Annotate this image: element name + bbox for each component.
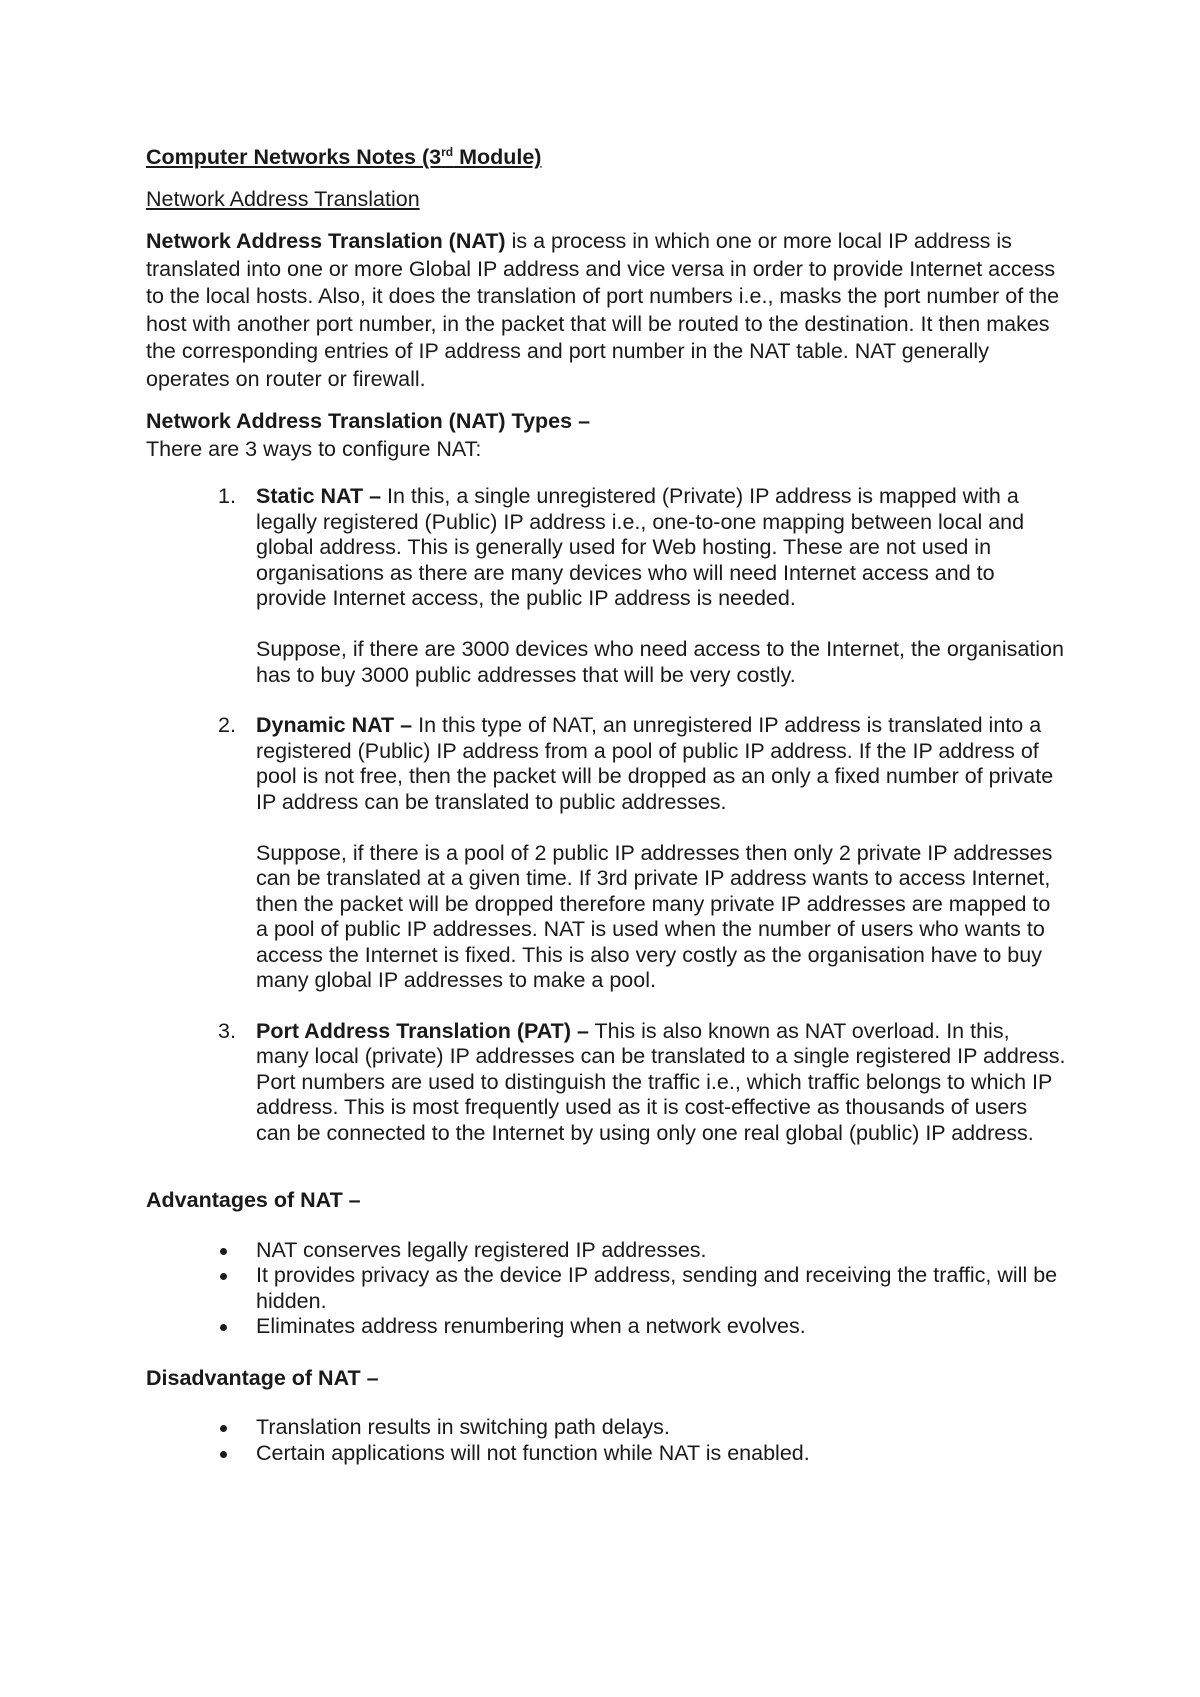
bullet-icon xyxy=(220,1248,227,1255)
list-item xyxy=(146,1263,1066,1314)
bullet-text: Translation results in switching path delays. xyxy=(256,1415,670,1439)
intro-text: is a process in which one or more local IP address is translated into one or more Global IP address and vice versa in order to provide Internet access to the local hosts. Also, it does the translation of port numbers i.e., masks the port number of the host with another port number, in the packet that will be routed to the destination. It then makes the corresponding entries of IP address and port number in the NAT table. NAT generally operates on router or firewall. xyxy=(146,229,1060,391)
list-number: 3. xyxy=(218,1018,236,1043)
types-heading: Network Address Translation (NAT) Types – xyxy=(146,409,591,433)
list-item-description: This is also known as NAT overload. In this, many local (private) IP addresses can be translated to a single registered IP address. Port numbers are used to distinguish the traffic i.e., which traffic belongs to which IP address. This is most frequently used as it is cost-effective as thousands of users can be connected to the Internet by using only one real global (public) IP address. xyxy=(256,1018,1066,1145)
bullet-icon xyxy=(220,1451,227,1458)
list-item-example: Suppose, if there are 3000 devices who need access to the Internet, the organisation has to buy 3000 public addresses that will be very costly. xyxy=(256,637,1064,687)
bullet-text: Eliminates address renumbering when a network evolves. xyxy=(256,1314,806,1338)
nat-types-list xyxy=(146,484,1066,1146)
advantages-list xyxy=(146,1238,1066,1340)
list-item-label: Dynamic NAT – xyxy=(256,713,413,737)
bullet-icon xyxy=(220,1273,227,1280)
bullet-icon xyxy=(220,1324,227,1331)
list-number: 2. xyxy=(218,713,236,737)
intro-paragraph xyxy=(146,228,1066,393)
title-text: Computer Networks Notes (3 xyxy=(146,145,442,169)
title-superscript: rd xyxy=(441,145,454,159)
document-page xyxy=(146,144,1066,1466)
list-number: 1. xyxy=(218,484,236,508)
list-item-example: Suppose, if there is a pool of 2 public IP addresses then only 2 private IP addresses can be translated at a given time. If 3rd private IP address wants to access Internet, then the packet will be dropped therefore many private IP addresses are mapped to a pool of public IP addresses. NAT is used when the number of users who wants to access the Internet is fixed. This is also very costly as the organisation have to buy many global IP addresses to make a pool. xyxy=(256,840,1053,992)
title-text-end: Module) xyxy=(453,145,542,169)
list-item-label: Static NAT – xyxy=(256,484,382,508)
list-item-text xyxy=(256,1019,1066,1147)
list-item xyxy=(146,1415,1066,1441)
document-title xyxy=(146,144,1066,172)
bullet-text: It provides privacy as the device IP address, sending and receiving the traffic, will be hidden. xyxy=(256,1263,1058,1313)
bullet-icon xyxy=(220,1425,227,1432)
types-intro: There are 3 ways to configure NAT: xyxy=(146,436,482,461)
list-item-description: In this, a single unregistered (Private) IP address is mapped with a legally registered (Public) IP address i.e., one-to-one mapping between local and global address. This is generally used for Web hosting. These are not used in organisations as there are many devices who will need Internet access and to provide Internet access, the public IP address is needed. xyxy=(256,484,1025,610)
section-subtitle: Network Address Translation xyxy=(146,186,420,211)
list-item-pat xyxy=(146,1019,1066,1147)
disadvantages-list xyxy=(146,1415,1066,1466)
list-item-dynamic-nat xyxy=(146,713,1066,994)
intro-term: Network Address Translation (NAT) xyxy=(146,229,506,253)
list-item xyxy=(146,1441,1066,1467)
list-item xyxy=(146,1314,1066,1340)
advantages-heading: Advantages of NAT – xyxy=(146,1188,361,1212)
list-item-text xyxy=(256,713,1066,815)
disadvantages-heading: Disadvantage of NAT – xyxy=(146,1365,379,1390)
list-item-label: Port Address Translation (PAT) – xyxy=(256,1018,589,1043)
list-item-static-nat xyxy=(146,484,1066,688)
bullet-text: NAT conserves legally registered IP addresses. xyxy=(256,1237,707,1262)
list-item-text xyxy=(256,484,1066,612)
bullet-text: Certain applications will not function while NAT is enabled. xyxy=(256,1440,810,1465)
list-item-description: In this type of NAT, an unregistered IP address is translated into a registered (Public) IP address from a pool of public IP address. If the IP address of pool is not free, then the packet will be dropped as an only a fixed number of private IP address can be translated to public addresses. xyxy=(256,713,1054,814)
list-item xyxy=(146,1238,1066,1264)
